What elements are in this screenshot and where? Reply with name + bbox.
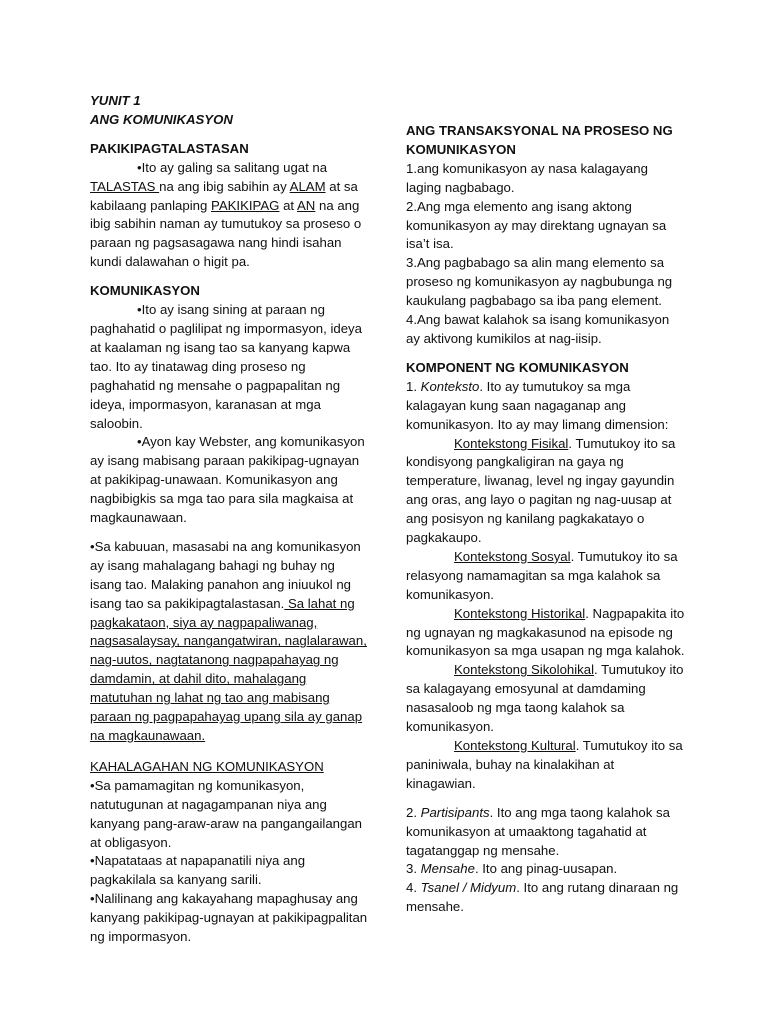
komponent-item: 1. Konteksto. Ito ay tumutukoy sa mga kalagayan kung saan nagaganap ang komunikasyon. Ito ay may limang dimension:	[406, 378, 669, 432]
unit-label: YUNIT 1	[90, 93, 141, 108]
right-column	[406, 122, 686, 917]
transaksyonal-item: 3.Ang pagbabago sa alin mang elemento sa proseso ng komunikasyon ay nagbubunga ng kaukulang pagbabago sa iba pang element.	[406, 255, 673, 309]
kahalagahan-item: •Sa pamamagitan ng komunikasyon, natutugunan at nagagampanan niya ang kanyang pang-araw-araw na pangangailangan at obligasyon.	[90, 777, 363, 850]
pakikipagtalastasan-heading: PAKIKIPAGTALASTASAN	[90, 140, 249, 156]
kahalagahan-item: •Nalilinang ang kakayahang mapaghusay ang kanyang pakikipag-ugnayan at pakikipagpalitan ng impormasyon.	[90, 891, 368, 945]
transaksyonal-heading: ANG TRANSAKSYONAL NA PROSESO NG KOMUNIKASYON	[406, 123, 673, 157]
komponent-heading: KOMPONENT NG KOMUNIKASYON	[406, 359, 629, 375]
komunikasyon-paragraph-2: •Ayon kay Webster, ang komunikasyon ay isang mabisang paraan pakikipag-ugnayan at pakikipag-unawaan. Komunikasyon ang nagbibigkis sa mga tao para sila magkaisa at magkaunawaan.	[90, 434, 365, 526]
konteksto-kultural: Kontekstong Kultural. Tumutukoy ito sa paniniwala, buhay na kinalakihan at kinagawian.	[406, 738, 683, 791]
komponent-item: 3. Mensahe. Ito ang pinag-uusapan.	[406, 861, 618, 877]
konteksto-historikal: Kontekstong Historikal. Nagpapakita ito ng ugnayan ng magkakasunod na episode ng komunikasyon sa mga usapan ng mga kalahok.	[406, 605, 685, 659]
konteksto-sikolohikal: Kontekstong Sikolohikal. Tumutukoy ito sa kalagayang emosyunal at damdaming nasasaloob ng mga taong kalahok sa komunikasyon.	[406, 662, 684, 735]
komponent-item: 4. Tsanel / Midyum. Ito ang rutang dinaraan ng mensahe.	[406, 880, 679, 915]
komunikasyon-heading: KOMUNIKASYON	[90, 283, 200, 299]
unit-title: ANG KOMUNIKASYON	[90, 111, 233, 127]
summary-paragraph: •Sa kabuuan, masasabi na ang komunikasyon ay isang mahalagang bahagi ng buhay ng isang tao. Malaking panahon ang iniuukol ng isang tao sa pakikipagtalastasan. Sa lahat ng pagkakataon, siya ay nagpapaliwanag, nagsasalaysay, nangangatwiran, naglalarawan, nag-uutos, nagtatanong nagpapahayag ng damdamin, at dahil dito, mahalagang matutuhan ng lahat ng tao ang mabisang paraan ng pagpapahayag upang sila ay ganap na magkaunawaan.	[90, 538, 367, 743]
transaksyonal-item: 4.Ang bawat kalahok sa isang komunikasyon ay aktivong kumikilos at nag-iisip.	[406, 312, 670, 346]
pakikipagtalastasan-paragraph: •Ito ay galing sa salitang ugat na TALASTAS na ang ibig sabihin ay ALAM at sa kabilaang panlaping PAKIKIPAG at AN na ang ibig sabihin naman ay tumutukoy sa proseso o paraan ng pagsasagawa nang hindi isahan kundi dalawahan o higit pa.	[90, 159, 362, 270]
transaksyonal-item: 2.Ang mga elemento ang isang aktong komunikasyon ay may direktang ugnayan sa isa’t isa.	[406, 198, 667, 252]
left-column	[90, 92, 370, 947]
konteksto-sosyal: Kontekstong Sosyal. Tumutukoy ito sa relasyong namamagitan sa mga kalahok sa komunikasyon.	[406, 548, 678, 602]
kahalagahan-item: •Napatataas at napapanatili niya ang pagkakilala sa kanyang sarili.	[90, 853, 306, 888]
transaksyonal-item: 1.ang komunikasyon ay nasa kalagayang laging nagbabago.	[406, 160, 648, 195]
kahalagahan-heading: KAHALAGAHAN NG KOMUNIKASYON	[90, 758, 324, 774]
komunikasyon-paragraph-1: •Ito ay isang sining at paraan ng paghahatid o paglilipat ng impormasyon, ideya at kaalaman ng isang tao sa kanyang kapwa tao. Ito ay tinatawag ding proseso ng paghahatid ng mensahe o pagpapalitan ng ideya, impormasyon, karanasan at mga saloobin.	[90, 302, 362, 431]
komponent-item: 2. Partisipants. Ito ang mga taong kalahok sa komunikasyon at umaaktong tagahatid at tagatanggap ng mensahe.	[406, 804, 670, 858]
konteksto-fisikal: Kontekstong Fisikal. Tumutukoy ito sa kondisyong pangkaligiran na gaya ng temperature, liwanag, level ng ingay gayundin ang oras, ang layo o pagitan ng nag-uusap at ang posisyon ng kanilang pagkakatayo o pagkakaupo.	[406, 435, 676, 546]
